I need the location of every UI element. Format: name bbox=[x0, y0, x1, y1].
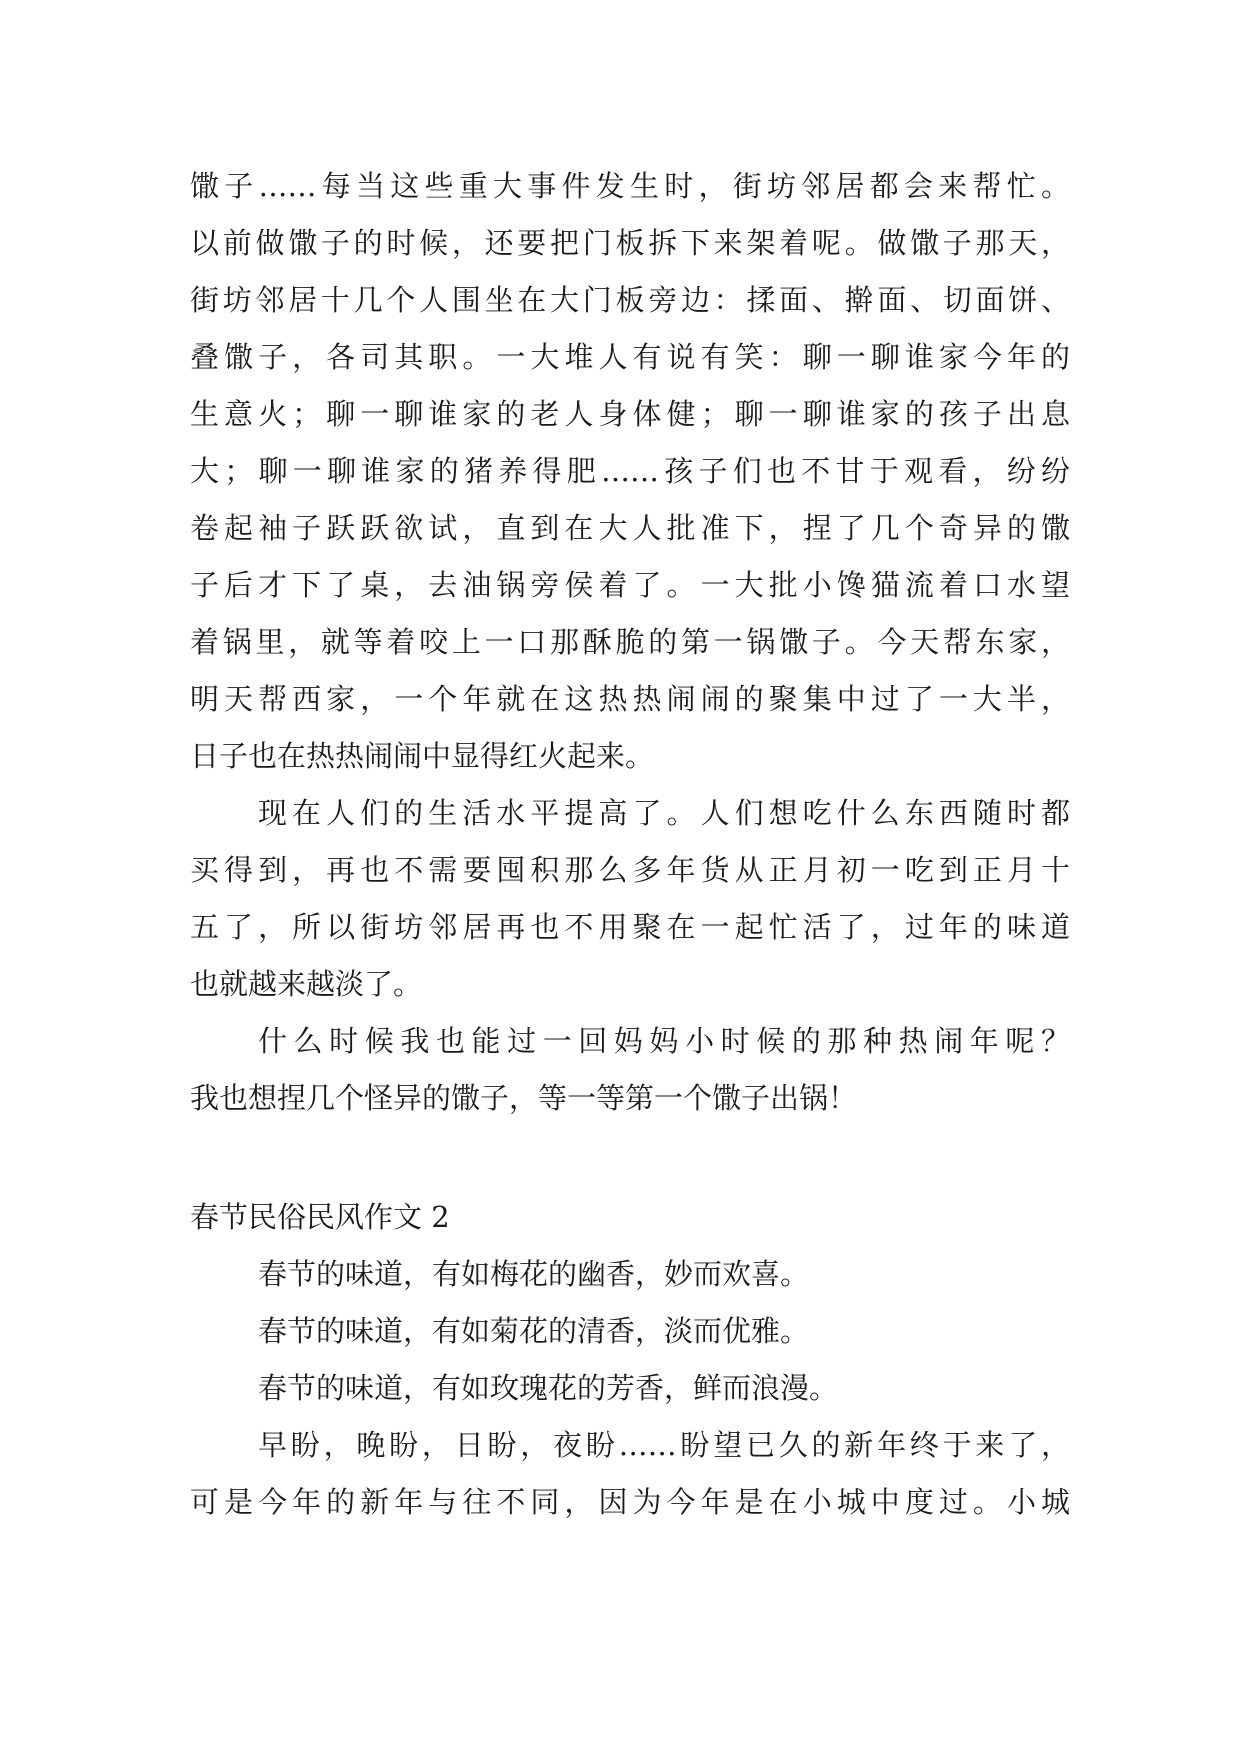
text-line-5: 生意火；聊一聊谁家的老人身体健；聊一聊谁家的孩子出息 bbox=[190, 397, 1070, 431]
text-line-11: 日子也在热热闹闹中显得红火起来。 bbox=[190, 739, 655, 773]
text-line-2: 以前做馓子的时候，还要把门板拆下来架着呢。做馓子那天， bbox=[190, 226, 1070, 260]
text-line-18: 春节的味道，有如梅花的幽香，妙而欢喜。 bbox=[258, 1257, 810, 1291]
text-line-17: 我也想捏几个怪异的馓子，等一等第一个馓子出锅！ bbox=[190, 1081, 858, 1115]
text-line-12: 现在人们的生活水平提高了。人们想吃什么东西随时都 bbox=[258, 796, 1070, 830]
text-line-9: 着锅里，就等着咬上一口那酥脆的第一锅馓子。今天帮东家， bbox=[190, 625, 1070, 659]
text-line-21: 早盼，晚盼，日盼，夜盼……盼望已久的新年终于来了， bbox=[258, 1428, 1070, 1462]
text-line-1: 馓子……每当这些重大事件发生时，街坊邻居都会来帮忙。 bbox=[190, 169, 1070, 203]
text-line-3: 街坊邻居十几个人围坐在大门板旁边：揉面、擀面、切面饼、 bbox=[190, 283, 1070, 317]
text-line-13: 买得到，再也不需要囤积那么多年货从正月初一吃到正月十 bbox=[190, 853, 1070, 887]
text-line-22: 可是今年的新年与往不同，因为今年是在小城中度过。小城 bbox=[190, 1485, 1070, 1519]
text-line-10: 明天帮西家，一个年就在这热热闹闹的聚集中过了一大半， bbox=[190, 682, 1070, 716]
text-line-15: 也就越来越淡了。 bbox=[190, 967, 423, 1001]
text-line-8: 子后才下了桌，去油锅旁侯着了。一大批小馋猫流着口水望 bbox=[190, 568, 1070, 602]
text-line-7: 卷起袖子跃跃欲试，直到在大人批准下，捏了几个奇异的馓 bbox=[190, 511, 1070, 545]
section-heading: 春节民俗民风作文 2 bbox=[190, 1200, 450, 1234]
text-line-16: 什么时候我也能过一回妈妈小时候的那种热闹年呢？ bbox=[258, 1024, 1070, 1058]
text-line-20: 春节的味道，有如玫瑰花的芳香，鲜而浪漫。 bbox=[258, 1371, 839, 1405]
text-line-4: 叠馓子，各司其职。一大堆人有说有笑：聊一聊谁家今年的 bbox=[190, 340, 1070, 374]
text-line-6: 大；聊一聊谁家的猪养得肥……孩子们也不甘于观看，纷纷 bbox=[190, 454, 1070, 488]
text-line-19: 春节的味道，有如菊花的清香，淡而优雅。 bbox=[258, 1314, 810, 1348]
text-line-14: 五了，所以街坊邻居再也不用聚在一起忙活了，过年的味道 bbox=[190, 910, 1070, 944]
